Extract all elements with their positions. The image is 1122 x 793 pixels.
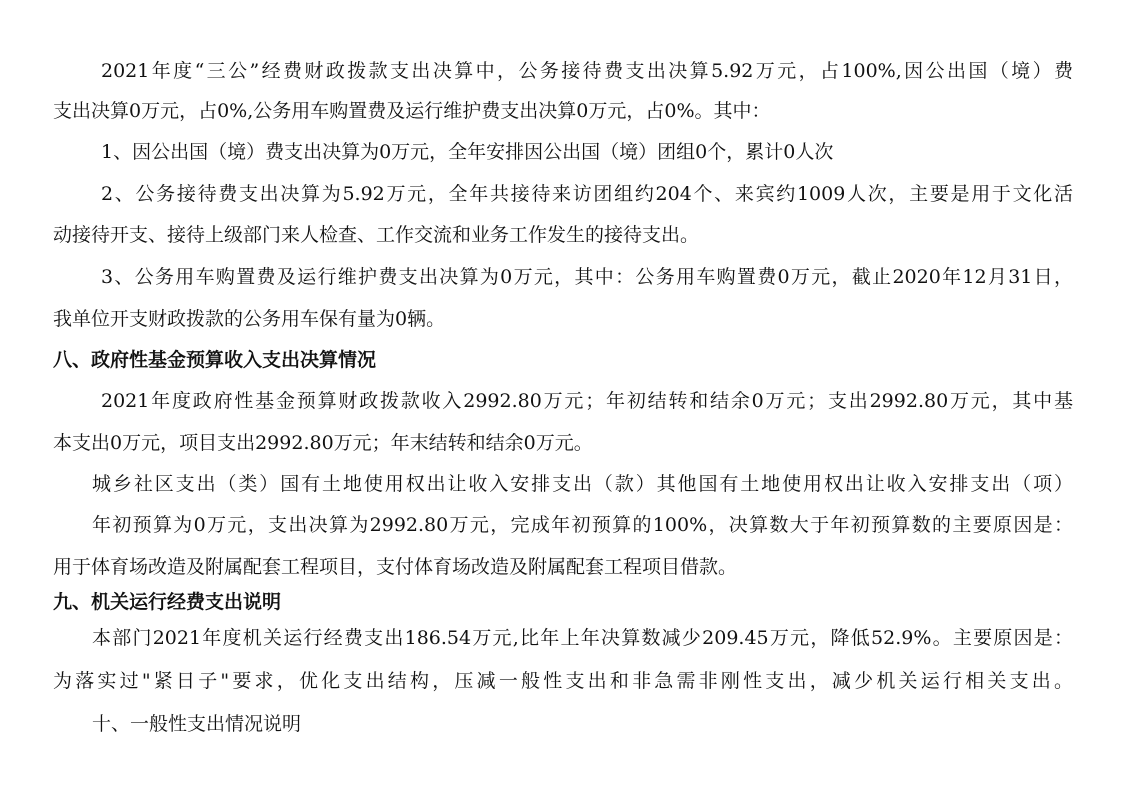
paragraph-line: 我单位开支财政拨款的公务用车保有量为0辆。 [53, 308, 446, 330]
paragraph-line: 2021年度“三公”经费财政拨款支出决算中，公务接待费支出决算5.92万元，占100%,因公出国（境）费 [101, 60, 1073, 82]
paragraph-line: 动接待开支、接待上级部门来人检查、工作交流和业务工作发生的接待支出。 [53, 224, 700, 246]
paragraph-line: 2021年度政府性基金预算财政拨款收入2992.80万元；年初结转和结余0万元；支出2992.80万元，其中基 [101, 390, 1073, 412]
list-item: 1、因公出国（境）费支出决算为0万元，全年安排因公出国（境）团组0个，累计0人次 [101, 141, 834, 163]
list-item: 3、公务用车购置费及运行维护费支出决算为0万元，其中：公务用车购置费0万元，截止2020年12月31日， [101, 266, 1073, 288]
paragraph-line: 城乡社区支出（类）国有土地使用权出让收入安排支出（款）其他国有土地使用权出让收入安排支出（项） [92, 473, 1073, 495]
list-item: 2、公务接待费支出决算为5.92万元，全年共接待来访团组约204个、来宾约1009人次，主要是用于文化活 [101, 183, 1073, 205]
paragraph-line: 支出决算0万元，占0%,公务用车购置费及运行维护费支出决算0万元，占0%。其中： [53, 100, 771, 122]
section-heading: 八、政府性基金预算收入支出决算情况 [53, 349, 377, 371]
paragraph-line: 年初预算为0万元，支出决算为2992.80万元，完成年初预算的100%，决算数大于年初预算数的主要原因是： [92, 514, 1073, 536]
paragraph-line: 为落实过"紧日子"要求，优化支出结构，压减一般性支出和非急需非刚性支出，减少机关运行相关支出。 [53, 670, 1073, 692]
section-heading: 九、机关运行经费支出说明 [53, 591, 282, 613]
paragraph-line: 本支出0万元，项目支出2992.80万元；年末结转和结余0万元。 [53, 432, 593, 454]
paragraph-line: 本部门2021年度机关运行经费支出186.54万元,比年上年决算数减少209.45万元，降低52.9%。主要原因是： [92, 627, 1073, 649]
paragraph-line: 用于体育场改造及附属配套工程项目，支付体育场改造及附属配套工程项目借款。 [53, 556, 738, 578]
section-heading: 十、一般性支出情况说明 [92, 713, 302, 735]
